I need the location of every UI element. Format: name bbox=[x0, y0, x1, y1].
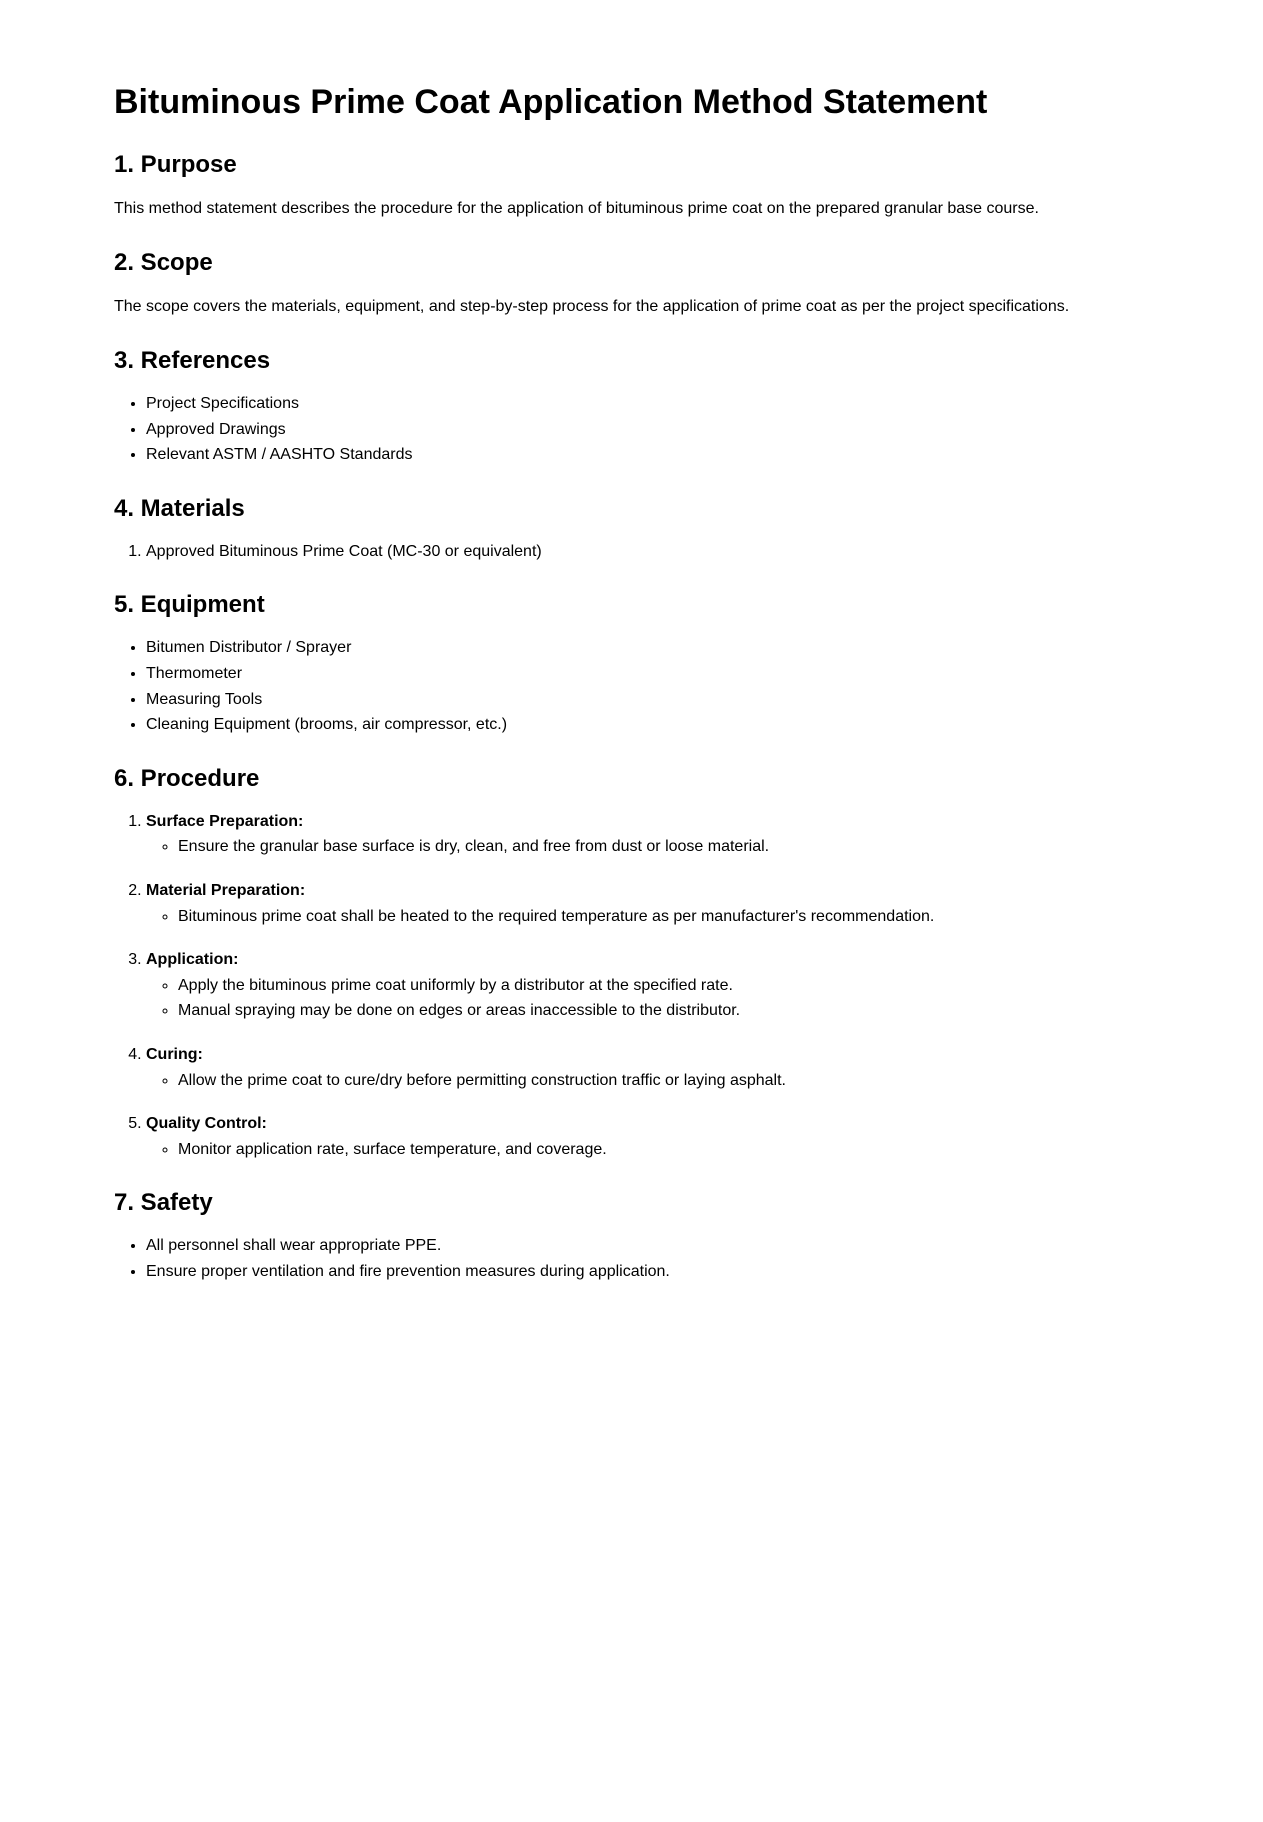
step-detail: ◦ Allow the prime coat to cure/dry before permitting construction traffic or laying asphalt. bbox=[178, 1068, 1144, 1094]
document-content bbox=[114, 0, 1144, 1284]
section-heading-equipment: 5. Equipment bbox=[114, 591, 265, 619]
list-item: • All personnel shall wear appropriate PPE. bbox=[146, 1233, 1144, 1259]
step-detail: ◦ Manual spraying may be done on edges or areas inaccessible to the distributor. bbox=[178, 998, 1144, 1024]
procedure-step bbox=[146, 947, 1144, 1024]
scope-text: The scope covers the materials, equipment, and step-by-step process for the application of prime coat as per the project specifications. bbox=[114, 298, 1070, 315]
step-label: Curing: bbox=[146, 1045, 203, 1063]
procedure-steps bbox=[114, 809, 1144, 1163]
list-item: • Relevant ASTM / AASHTO Standards bbox=[146, 442, 1144, 468]
section-procedure bbox=[114, 763, 1144, 1163]
step-label: Quality Control: bbox=[146, 1115, 267, 1133]
section-materials bbox=[114, 493, 1144, 565]
step-detail: ◦ Bituminous prime coat shall be heated to the required temperature as per manufacturer's recommendation. bbox=[178, 904, 1144, 930]
section-equipment bbox=[114, 589, 1144, 737]
step-detail: ◦ Apply the bituminous prime coat uniformly by a distributor at the specified rate. bbox=[178, 973, 1144, 999]
list-item: 1. Approved Bituminous Prime Coat (MC-30 or equivalent) bbox=[146, 539, 1144, 565]
procedure-step bbox=[146, 878, 1144, 929]
section-safety bbox=[114, 1187, 1144, 1284]
safety-list bbox=[114, 1233, 1144, 1284]
references-list bbox=[114, 391, 1144, 468]
step-details bbox=[146, 973, 1144, 1024]
step-details bbox=[146, 834, 1144, 860]
section-scope bbox=[114, 247, 1144, 320]
list-item: • Project Specifications bbox=[146, 391, 1144, 417]
step-details bbox=[146, 1137, 1144, 1163]
step-details bbox=[146, 1068, 1144, 1094]
step-details bbox=[146, 904, 1144, 930]
procedure-step bbox=[146, 1111, 1144, 1162]
section-heading-materials: 4. Materials bbox=[114, 494, 245, 522]
step-label: Material Preparation: bbox=[146, 881, 306, 899]
equipment-list bbox=[114, 635, 1144, 737]
list-item: • Measuring Tools bbox=[146, 687, 1144, 713]
list-item: • Ensure proper ventilation and fire prevention measures during application. bbox=[146, 1259, 1144, 1285]
step-detail: ◦ Monitor application rate, surface temperature, and coverage. bbox=[178, 1137, 1144, 1163]
section-heading-safety: 7. Safety bbox=[114, 1189, 213, 1217]
step-label: Application: bbox=[146, 951, 239, 969]
section-heading-references: 3. References bbox=[114, 347, 271, 374]
list-item: • Bitumen Distributor / Sprayer bbox=[146, 635, 1144, 661]
section-heading-procedure: 6. Procedure bbox=[114, 764, 260, 792]
purpose-text: This method statement describes the procedure for the application of bituminous prime coat on the prepared granular base course. bbox=[114, 200, 1039, 217]
section-heading-purpose: 1. Purpose bbox=[114, 151, 237, 178]
section-references bbox=[114, 345, 1144, 468]
procedure-step bbox=[146, 809, 1144, 860]
list-item: • Approved Drawings bbox=[146, 417, 1144, 443]
list-item: • Thermometer bbox=[146, 661, 1144, 687]
list-item: • Cleaning Equipment (brooms, air compressor, etc.) bbox=[146, 712, 1144, 738]
section-heading-scope: 2. Scope bbox=[114, 249, 213, 276]
materials-list bbox=[114, 539, 1144, 565]
document-title: Bituminous Prime Coat Application Method Statement bbox=[114, 83, 988, 121]
procedure-step bbox=[146, 1042, 1144, 1093]
section-purpose bbox=[114, 149, 1144, 222]
step-label: Surface Preparation: bbox=[146, 812, 304, 830]
step-detail: ◦ Ensure the granular base surface is dry, clean, and free from dust or loose material. bbox=[178, 834, 1144, 860]
